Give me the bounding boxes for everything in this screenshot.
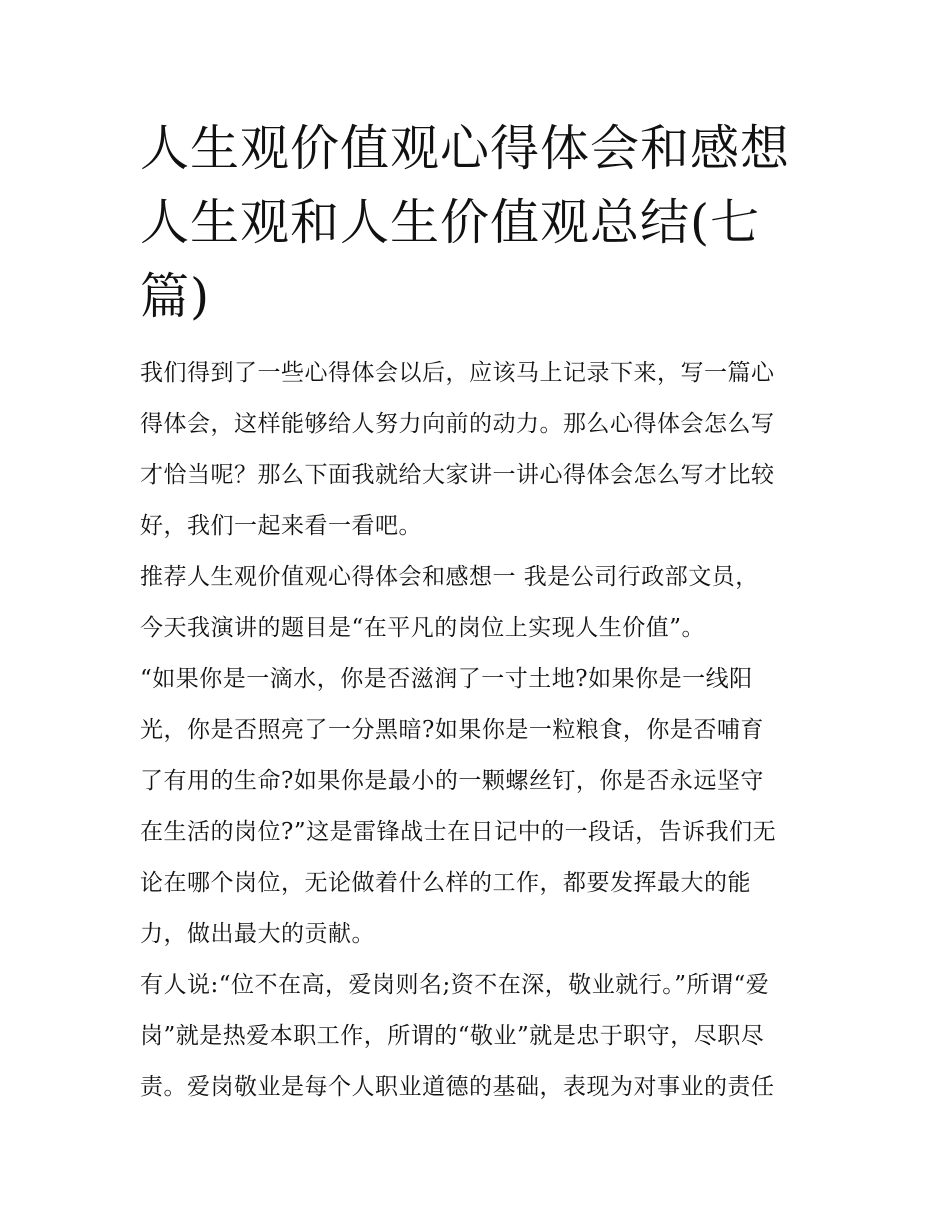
text-line: 得体会，这样能够给人努力向前的动力。那么心得体会怎么写 (140, 411, 775, 437)
text-line: 力，做出最大的贡献。 (140, 921, 375, 947)
title-line-3: 篇) (140, 268, 211, 325)
text-line: 今天我演讲的题目是“在平凡的岗位上实现人生价值”。 (140, 615, 706, 641)
text-line: 论在哪个岗位，无论做着什么样的工作，都要发挥最大的能 (140, 870, 751, 896)
title-line-2: 人生观和人生价值观总结(七 (140, 194, 761, 251)
text-line: 才恰当呢？那么下面我就给大家讲一讲心得体会怎么写才比较 (140, 462, 775, 488)
document-title (140, 112, 816, 334)
text-line: 在生活的岗位?”这是雷锋战士在日记中的一段话，告诉我们无 (140, 819, 777, 845)
text-line: 我们得到了一些心得体会以后，应该马上记录下来，写一篇心 (140, 360, 775, 386)
title-line-1: 人生观价值观心得体会和感想 (140, 120, 791, 177)
text-line: 有人说:“位不在高，爱岗则名;资不在深，敬业就行。”所谓“爱 (140, 972, 770, 998)
text-line: 好，我们一起来看一看吧。 (140, 513, 422, 539)
paragraph-dedication (140, 960, 816, 1113)
text-line: “如果你是一滴水，你是否滋润了一寸土地?如果你是一线阳 (140, 666, 753, 692)
text-line: 推荐人生观价值观心得体会和感想一 我是公司行政部文员， (140, 564, 759, 590)
text-line: 光，你是否照亮了一分黑暗?如果你是一粒粮食，你是否哺育 (140, 717, 764, 743)
text-line: 岗”就是热爱本职工作，所谓的“敬业”就是忠于职守，尽职尽 (140, 1023, 765, 1049)
paragraph-quote (140, 654, 816, 960)
paragraph-intro (140, 348, 816, 552)
text-line: 了有用的生命?如果你是最小的一颗螺丝钉，你是否永远坚守 (140, 768, 764, 794)
paragraph-recommendation (140, 552, 816, 654)
document-content (140, 112, 816, 1113)
text-line: 责。爱岗敬业是每个人职业道德的基础，表现为对事业的责任 (140, 1074, 775, 1100)
